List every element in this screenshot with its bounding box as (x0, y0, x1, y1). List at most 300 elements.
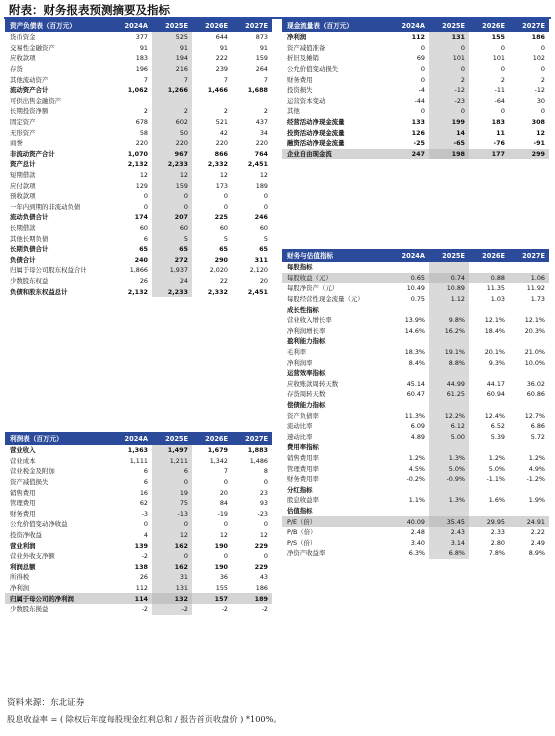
balance-sheet-row (5, 180, 272, 191)
balance-sheet-row-value: 60 (259, 223, 268, 232)
balance-sheet-row-label: 非流动资产合计 (10, 149, 55, 158)
valuation-row-label: 存货周转天数 (287, 390, 326, 399)
valuation-row-value (389, 506, 429, 517)
valuation-row-value: 60.86 (526, 390, 545, 399)
income-statement-row-value: 162 (152, 540, 192, 551)
valuation-row-value: 1.12 (429, 294, 469, 305)
cash-flow-row-value: 199 (429, 117, 469, 128)
valuation-row-value: 1.9% (528, 496, 545, 505)
balance-sheet-row-value: 22 (219, 276, 228, 285)
cash-flow-row-value: 198 (429, 149, 469, 160)
valuation-row-value (509, 368, 549, 379)
balance-sheet-row-value: 173 (215, 181, 228, 190)
balance-sheet-row-value: 377 (135, 33, 148, 42)
valuation-row-label: 费用率指标 (287, 443, 319, 452)
valuation-row-value: 11.3% (404, 411, 425, 420)
cash-flow-row-value: 0 (500, 107, 505, 116)
valuation-row-value (469, 304, 509, 315)
valuation-row-value (469, 506, 509, 517)
valuation-row-value: 1.3% (429, 495, 469, 506)
balance-sheet-row-value: 1,937 (152, 265, 192, 276)
income-statement-row-value: -13 (152, 509, 192, 520)
valuation-header-year: 2027E (509, 249, 549, 262)
income-statement-row-value: 1,342 (209, 456, 228, 465)
valuation-row-label: P/B（倍） (287, 528, 317, 537)
income-statement-row-label: 净利润 (10, 584, 30, 593)
balance-sheet-row-label: 长期负债合计 (10, 245, 49, 254)
valuation-table (282, 249, 549, 559)
income-statement-row-label: 营业税金及附加 (10, 467, 55, 476)
income-statement-row-value: -2 (152, 604, 192, 615)
balance-sheet-row-label: 货币资金 (10, 33, 36, 42)
valuation-row-value: 6.09 (410, 422, 425, 431)
balance-sheet-row (5, 127, 272, 138)
balance-sheet-row-label: 应收款项 (10, 54, 36, 63)
balance-sheet-row-label: 固定资产 (10, 118, 36, 127)
balance-sheet-row-value: 873 (255, 33, 268, 42)
balance-sheet-row-value: 764 (254, 149, 268, 158)
valuation-row-value: 6.86 (530, 422, 545, 431)
balance-sheet-row-value: 1,062 (127, 86, 148, 95)
balance-sheet-row-value (192, 96, 232, 107)
income-statement-header-year: 2025E (152, 432, 192, 445)
cash-flow-row (282, 117, 549, 128)
income-statement-row-value: 19 (152, 487, 192, 498)
income-statement-row-label: 营业利润 (10, 541, 36, 550)
valuation-row-label: 财务费用率 (287, 475, 319, 484)
balance-sheet-row-value: 12 (139, 171, 148, 180)
balance-sheet-row-value: 60 (152, 223, 192, 234)
valuation-row-value: 8.9% (528, 549, 545, 558)
income-statement-row-value: 62 (139, 499, 148, 508)
valuation-row-value: 3.40 (410, 538, 425, 547)
balance-sheet-row-value: 189 (255, 181, 268, 190)
valuation-row-value: 3.14 (429, 537, 469, 548)
balance-sheet-header-year: 2026E (192, 19, 232, 32)
income-statement-row-label: 资产减值损失 (10, 478, 49, 487)
cash-flow-row-value: 131 (429, 32, 469, 43)
cash-flow-row (282, 64, 549, 75)
valuation-row-label: 净利润率 (287, 358, 313, 367)
valuation-row-value: 12.4% (484, 411, 505, 420)
cash-flow-row (282, 74, 549, 85)
valuation-row-value: 44.99 (429, 379, 469, 390)
balance-sheet-row-value: 12 (152, 170, 192, 181)
valuation-row-value (469, 368, 509, 379)
income-statement-row (5, 445, 272, 456)
balance-sheet-row-value: 2,120 (249, 266, 268, 275)
source-note: 资料来源：东北证券 (7, 698, 85, 708)
balance-sheet-row-value: 60 (219, 223, 228, 232)
balance-sheet-row-value: 967 (152, 149, 192, 160)
valuation-row-label: 估值指标 (287, 506, 313, 515)
income-statement-row-label: 投资净收益 (10, 531, 42, 540)
balance-sheet-row-value: 644 (215, 33, 228, 42)
balance-sheet-header-year: 2025E (152, 19, 192, 32)
income-statement-row-value: 1,211 (152, 456, 192, 467)
income-statement-row-value: -23 (257, 509, 268, 518)
balance-sheet-row-value: 225 (214, 213, 228, 222)
cash-flow-row-label: 企业自由现金流 (282, 149, 389, 160)
balance-sheet-row-value: 246 (254, 213, 268, 222)
balance-sheet-row-value: 216 (152, 64, 192, 75)
income-statement-row-value: 229 (254, 562, 268, 571)
valuation-row-value: 9.8% (429, 315, 469, 326)
cash-flow-row-value: 247 (389, 149, 429, 160)
balance-sheet-row-label: 其他长期负债 (10, 234, 49, 243)
valuation-row-value (469, 336, 509, 347)
valuation-row-value: 10.0% (524, 358, 545, 367)
income-statement-row (5, 498, 272, 509)
cash-flow-row (282, 149, 549, 160)
balance-sheet-row (5, 212, 272, 223)
balance-sheet-row-value: 2 (263, 107, 268, 116)
income-statement-row-value: 93 (259, 499, 268, 508)
cash-flow-row-value: 0 (429, 64, 469, 75)
balance-sheet-row-value: 239 (215, 65, 228, 74)
valuation-row-value: 6.12 (429, 421, 469, 432)
valuation-row-value: 24.91 (509, 516, 549, 527)
cash-flow-row-value: 0 (500, 65, 505, 74)
income-statement-header-year: 2026E (192, 432, 232, 445)
income-statement-row-value: 12 (152, 530, 192, 541)
valuation-row-label: 每股净资产（元） (287, 284, 339, 293)
income-statement-row-value: 75 (152, 498, 192, 509)
cash-flow-row-value: -76 (493, 139, 505, 148)
valuation-row-value (509, 442, 549, 453)
balance-sheet-row-value: 2 (152, 106, 192, 117)
cash-flow-row-value: 12 (536, 128, 545, 137)
income-statement-row-label: 销售费用 (10, 488, 36, 497)
income-statement-row-label: 少数股东损益 (10, 605, 49, 614)
income-statement-row-value: -3 (141, 509, 148, 518)
income-statement-row (5, 530, 272, 541)
cash-flow-header-title: 现金流量表（百万元） (282, 19, 389, 32)
balance-sheet-row-value: 220 (135, 139, 148, 148)
balance-sheet-row-value: 1,070 (127, 149, 148, 158)
cash-flow-row-value: 308 (531, 118, 545, 127)
income-statement-row-value: 162 (152, 562, 192, 573)
cash-flow-row-value: 101 (429, 53, 469, 64)
cash-flow-header-year: 2027E (509, 19, 549, 32)
balance-sheet-row (5, 32, 272, 43)
balance-sheet-row-value: 7 (152, 74, 192, 85)
income-statement-row (5, 477, 272, 488)
balance-sheet-row-value: 0 (263, 192, 268, 201)
income-statement-row-value: -2 (261, 605, 268, 614)
income-statement-row-value: 186 (255, 584, 268, 593)
balance-sheet-row-value: 58 (139, 128, 148, 137)
valuation-row (282, 527, 549, 538)
valuation-row-label: 股息收益率 (287, 496, 319, 505)
valuation-row (282, 262, 549, 273)
valuation-row (282, 410, 549, 421)
income-statement-table (5, 432, 272, 615)
balance-sheet-row-value: 129 (135, 181, 148, 190)
valuation-row-value: 6.8% (429, 548, 469, 559)
balance-sheet-header-row (5, 19, 272, 32)
cash-flow-row-value: 30 (536, 96, 545, 105)
valuation-row-value: 2.80 (490, 538, 505, 547)
valuation-row-value: 36.02 (526, 379, 545, 388)
cash-flow-row-value: 2 (540, 75, 545, 84)
income-statement-header-row (5, 432, 272, 445)
balance-sheet-row-value: 34 (259, 128, 268, 137)
income-statement-row (5, 593, 272, 604)
valuation-row (282, 516, 549, 527)
valuation-row-value (469, 442, 509, 453)
valuation-row-value: 12.1% (484, 316, 505, 325)
valuation-row-value: 5.39 (490, 432, 505, 441)
balance-sheet-row (5, 233, 272, 244)
income-statement-row-value: 1,111 (129, 456, 148, 465)
valuation-row-value: 1.03 (490, 295, 505, 304)
income-statement-header-title: 利润表（百万元） (5, 432, 112, 445)
balance-sheet-row (5, 223, 272, 234)
cash-flow-header-year: 2026E (469, 19, 509, 32)
valuation-row-value (509, 400, 549, 411)
valuation-row-label: 销售费用率 (287, 453, 319, 462)
income-statement-row (5, 456, 272, 467)
balance-sheet-row-value: 437 (255, 118, 268, 127)
income-statement-row-value: 1,486 (249, 456, 268, 465)
cash-flow-row-label: 净利润 (287, 33, 307, 42)
balance-sheet-row-value: 2,451 (247, 160, 268, 169)
balance-sheet-row-value: 7 (143, 75, 148, 84)
valuation-row-label: 净利润增长率 (287, 326, 326, 335)
balance-sheet-row-value: 65 (259, 245, 268, 254)
valuation-row-value (389, 484, 429, 495)
balance-sheet-row (5, 170, 272, 181)
balance-sheet-row-value: 159 (255, 54, 268, 63)
cash-flow-row (282, 43, 549, 54)
valuation-row-label: 管理费用率 (287, 464, 319, 473)
balance-sheet-row-label: 一年内到期的非流动负债 (10, 202, 81, 211)
balance-sheet-row-value: 264 (255, 65, 268, 74)
income-statement-row (5, 583, 272, 594)
valuation-row-label: 流动比率 (287, 422, 313, 431)
balance-sheet-row-value: 183 (135, 54, 148, 63)
balance-sheet-row-value: 26 (139, 276, 148, 285)
valuation-row-value (429, 304, 469, 315)
income-statement-row-value: 6 (143, 478, 148, 487)
valuation-row-label: 分红指标 (287, 485, 313, 494)
valuation-row-value (429, 506, 469, 517)
balance-sheet-row (5, 286, 272, 297)
balance-sheet-table (5, 19, 272, 297)
income-statement-row-value: 12 (259, 531, 268, 540)
balance-sheet-row-value: 5 (152, 233, 192, 244)
balance-sheet-row-value (232, 96, 272, 107)
income-statement-row (5, 572, 272, 583)
valuation-row-value: 21.0% (524, 348, 545, 357)
valuation-header-year: 2025E (429, 249, 469, 262)
valuation-row-label: 每股经营性现金流量（元） (287, 295, 364, 304)
valuation-row (282, 336, 549, 347)
balance-sheet-row-value: 6 (143, 234, 148, 243)
balance-sheet-row (5, 85, 272, 96)
balance-sheet-row-value: 42 (219, 128, 228, 137)
valuation-row-label: 营业收入增长率 (287, 316, 332, 325)
balance-sheet-row (5, 159, 272, 170)
balance-sheet-row-value: 220 (215, 139, 228, 148)
cash-flow-row-label: 其他 (287, 107, 300, 116)
balance-sheet-row-value: 290 (214, 255, 228, 264)
valuation-row-value: 2.49 (530, 538, 545, 547)
valuation-row-value: 0.65 (389, 273, 429, 284)
valuation-header-row (282, 249, 549, 262)
cash-flow-row (282, 53, 549, 64)
valuation-row (282, 315, 549, 326)
dividend-yield-footnote: 股息收益率 = ( 除权后年度每股现金红利总和 / 报告首页收盘价 ) *100%。 (7, 714, 282, 724)
cash-flow-row-label: 折旧及摊销 (287, 54, 319, 63)
balance-sheet-row (5, 53, 272, 64)
cash-flow-row-label: 资产减值准备 (287, 43, 326, 52)
balance-sheet-row-value: 12 (219, 171, 228, 180)
valuation-row-value: 61.25 (429, 389, 469, 400)
balance-sheet-row-value: 678 (135, 118, 148, 127)
balance-sheet-row (5, 149, 272, 160)
valuation-row-label: P/S（倍） (287, 538, 317, 547)
income-statement-row-label: 营业收入 (10, 446, 36, 455)
valuation-row-value (469, 262, 509, 273)
valuation-row-label: 每股指标 (287, 263, 313, 272)
balance-sheet-row-value: 24 (152, 276, 192, 287)
valuation-row (282, 506, 549, 517)
valuation-row (282, 273, 549, 284)
balance-sheet-row-label: 可供出售金融资产 (10, 96, 62, 105)
valuation-row-value (509, 506, 549, 517)
valuation-row-value: 7.8% (488, 549, 505, 558)
valuation-row-value (469, 484, 509, 495)
valuation-row-value: 4.89 (410, 432, 425, 441)
income-statement-header-year: 2024A (112, 432, 152, 445)
balance-sheet-row-value: 2,132 (127, 160, 148, 169)
valuation-row-label: 净资产收益率 (287, 549, 326, 558)
balance-sheet-row-value: 525 (152, 32, 192, 43)
income-statement-row-value: 0 (263, 552, 268, 561)
cash-flow-row-value: 102 (532, 54, 545, 63)
balance-sheet-row-value: 60 (139, 223, 148, 232)
valuation-row-value: 10.49 (406, 284, 425, 293)
valuation-row-value: 5.0% (488, 464, 505, 473)
income-statement-row-value: 6 (143, 467, 148, 476)
balance-sheet-row-label: 短期借款 (10, 171, 36, 180)
cash-flow-row (282, 138, 549, 149)
valuation-row (282, 347, 549, 358)
cash-flow-row-value: -65 (429, 138, 469, 149)
balance-sheet-row (5, 117, 272, 128)
balance-sheet-row (5, 74, 272, 85)
balance-sheet-row-value: 12 (259, 171, 268, 180)
income-statement-row-value: 12 (219, 531, 228, 540)
income-statement-row-value: 0 (223, 478, 228, 487)
valuation-header-year: 2024A (389, 249, 429, 262)
balance-sheet-row-value: 20 (259, 276, 268, 285)
valuation-row (282, 304, 549, 315)
income-statement-row-value: 190 (214, 562, 228, 571)
valuation-row-value: 0.75 (410, 295, 425, 304)
valuation-row-value: -0.9% (429, 474, 469, 485)
balance-sheet-row-value: 174 (134, 213, 148, 222)
valuation-row-value (389, 304, 429, 315)
balance-sheet-header-year: 2027E (232, 19, 272, 32)
cash-flow-row-label: 经营活动净现金流量 (287, 118, 345, 127)
balance-sheet-row-label: 其他流动资产 (10, 75, 49, 84)
valuation-row-label: P/E（倍） (282, 516, 389, 527)
cash-flow-row (282, 106, 549, 117)
income-statement-row-value: 26 (139, 573, 148, 582)
valuation-row-value: 35.45 (429, 516, 469, 527)
balance-sheet-row (5, 202, 272, 213)
cash-flow-row-value: -64 (494, 96, 505, 105)
balance-sheet-row (5, 191, 272, 202)
valuation-row-value (429, 484, 469, 495)
valuation-row-value: 1.2% (528, 453, 545, 462)
cash-flow-row-value: 0 (420, 107, 425, 116)
income-statement-row-label: 归属于母公司的净利润 (5, 593, 112, 604)
valuation-row-value: -1.2% (526, 475, 545, 484)
balance-sheet-row-value: 2,332 (207, 287, 228, 296)
valuation-row-value: 20.3% (524, 326, 545, 335)
balance-sheet-row-value: 2,233 (152, 159, 192, 170)
income-statement-row-value: -19 (217, 509, 228, 518)
balance-sheet-row-value: 91 (152, 43, 192, 54)
valuation-row-value: 6.3% (408, 549, 425, 558)
cash-flow-row-value: 0 (420, 65, 425, 74)
cash-flow-row-value: 0 (540, 107, 545, 116)
valuation-row-value (389, 442, 429, 453)
cash-flow-row-value: 112 (411, 33, 425, 42)
cash-flow-row-value: -12 (534, 86, 545, 95)
balance-sheet-row-value (112, 96, 152, 107)
valuation-row-value: 0.74 (429, 273, 469, 284)
valuation-row-value: 12.2% (429, 410, 469, 421)
balance-sheet-row-value: 194 (152, 53, 192, 64)
income-statement-row-label: 公允价值变动净收益 (10, 520, 68, 529)
balance-sheet-row-value: 2,132 (127, 287, 148, 296)
valuation-row-label: 应收账款周转天数 (287, 379, 339, 388)
balance-sheet-row-value: 91 (259, 43, 268, 52)
valuation-row (282, 432, 549, 443)
valuation-row-value: 1.2% (488, 453, 505, 462)
balance-sheet-row-value: 1,866 (129, 266, 148, 275)
valuation-row-value: 1.73 (530, 295, 545, 304)
valuation-row-value (429, 400, 469, 411)
cash-flow-row-value: -44 (414, 96, 425, 105)
valuation-row (282, 294, 549, 305)
balance-sheet-row-value: 0 (223, 192, 228, 201)
valuation-row-value: 5.0% (429, 463, 469, 474)
cash-flow-row-value: 177 (469, 149, 509, 160)
cash-flow-header-year: 2025E (429, 19, 469, 32)
income-statement-row-value: 0 (152, 477, 192, 488)
income-statement-row-value: 20 (219, 488, 228, 497)
income-statement-row-label: 财务费用 (10, 509, 36, 518)
valuation-row-label: 运营效率指标 (287, 369, 326, 378)
valuation-row-label: 每股收益（元） (282, 273, 389, 284)
income-statement-row-value: 7 (223, 467, 228, 476)
income-statement-row-value: 4 (143, 531, 148, 540)
cash-flow-row (282, 127, 549, 138)
valuation-row-value: 1.3% (429, 453, 469, 464)
cash-flow-row-value: 14 (429, 127, 469, 138)
valuation-row (282, 495, 549, 506)
valuation-row-value (509, 484, 549, 495)
income-statement-row-value: 157 (192, 593, 232, 604)
valuation-row-value: 1.06 (509, 273, 549, 284)
income-statement-row-value: 0 (152, 519, 192, 530)
